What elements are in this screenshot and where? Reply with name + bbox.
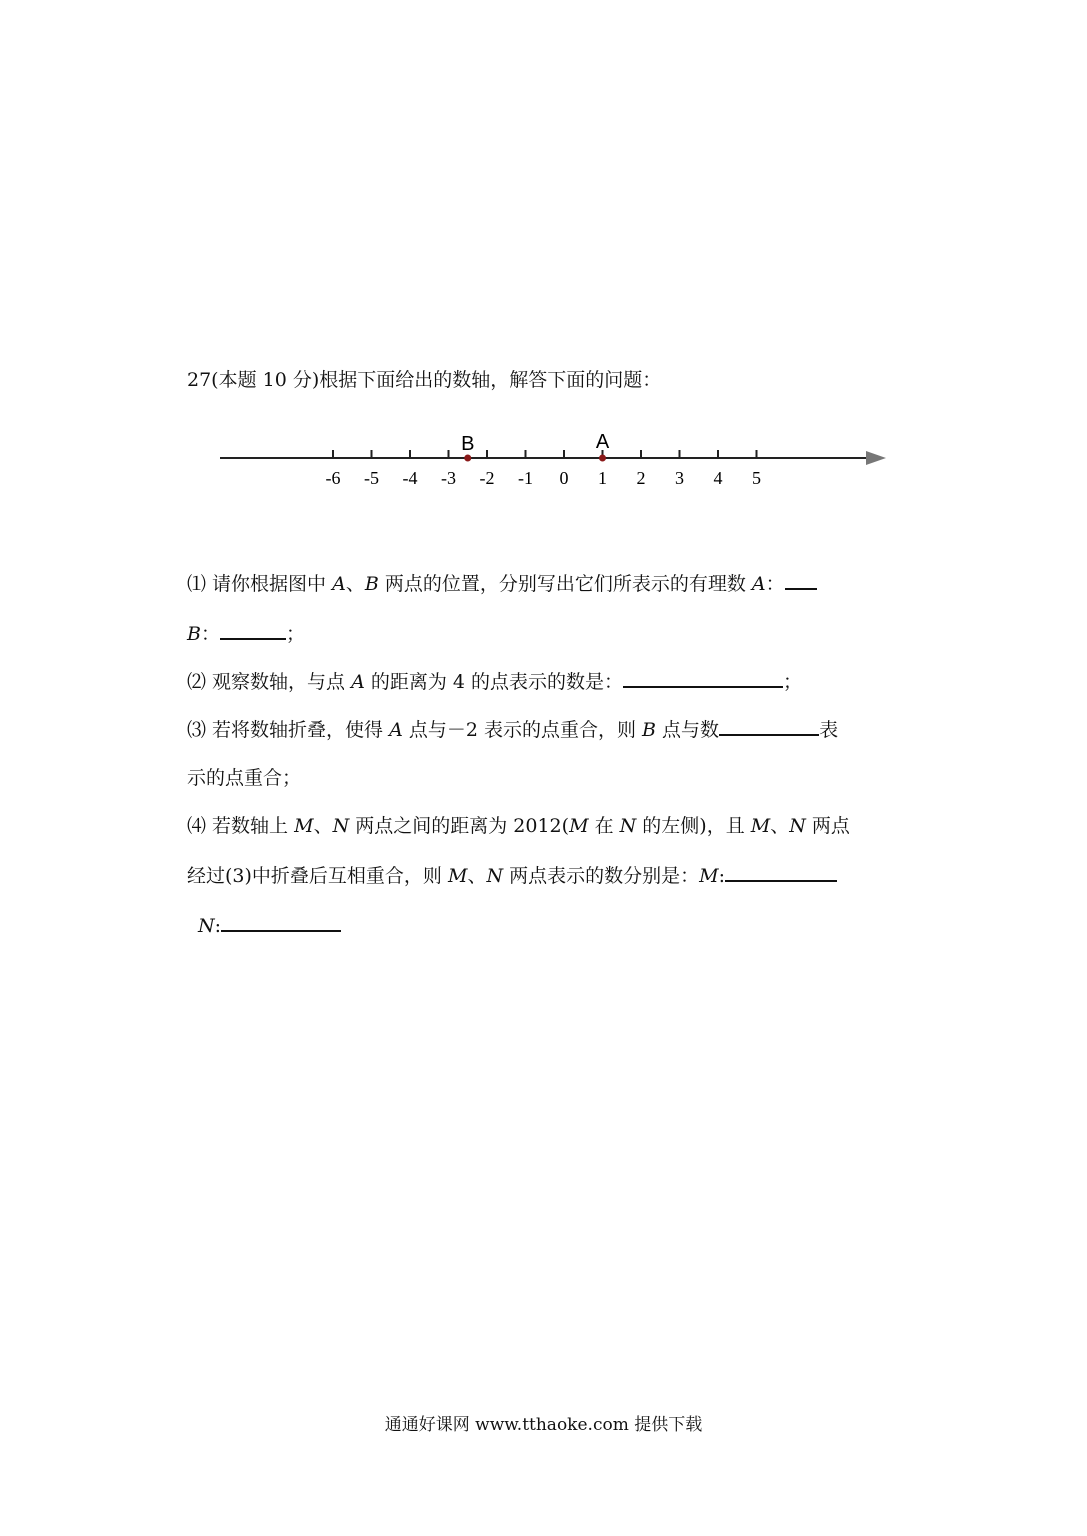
part-4-line-3: N: <box>198 912 341 938</box>
part-3-line-1: ⑶ 若将数轴折叠，使得 A 点与－2 表示的点重合，则 B 点与数 表 <box>187 716 838 742</box>
answer-blank-n[interactable] <box>221 912 341 932</box>
tick-label: -1 <box>518 468 533 488</box>
tick-label: 5 <box>752 468 761 488</box>
part-3-line-2: 示的点重合； <box>187 767 302 789</box>
tick-label: -6 <box>325 468 341 488</box>
part-4-line-1: ⑷ 若数轴上 M、N 两点之间的距离为 2012(M 在 N 的左侧)，且 M、N 两点 <box>187 815 850 837</box>
tick-label: -4 <box>402 468 418 488</box>
point-a-label: A <box>595 431 610 453</box>
point-b-dot <box>464 455 471 462</box>
answer-blank-m[interactable] <box>725 862 837 882</box>
answer-blank-distance[interactable] <box>623 668 783 688</box>
part-1-line-1: ⑴ 请你根据图中 A、B 两点的位置，分别写出它们所表示的有理数 A： <box>187 570 817 596</box>
part-4-line-2: 经过(3)中折叠后互相重合，则 M、N 两点表示的数分别是：M: <box>187 862 837 888</box>
number-line <box>210 420 900 500</box>
tick-label: 0 <box>559 468 569 488</box>
point-a-dot <box>599 455 606 462</box>
tick-label: 1 <box>598 468 607 488</box>
tick-label: -5 <box>364 468 379 488</box>
part-2: ⑵ 观察数轴，与点 A 的距离为 4 的点表示的数是： ； <box>187 668 802 694</box>
tick-label: -3 <box>441 468 456 488</box>
tick-label: 3 <box>675 468 684 488</box>
part-1-line-2: B： ； <box>187 620 305 646</box>
axis-arrow-icon <box>866 451 886 465</box>
point-b-label: B <box>461 433 475 455</box>
answer-blank-a[interactable] <box>785 570 817 590</box>
footer: 通通好课网 www.tthaoke.com 提供下载 <box>384 1415 703 1435</box>
tick-label: -2 <box>479 468 495 488</box>
question-header: 27(本题 10 分)根据下面给出的数轴，解答下面的问题： <box>187 369 662 391</box>
tick-label: 2 <box>636 468 646 488</box>
answer-blank-fold[interactable] <box>719 716 819 736</box>
answer-blank-b[interactable] <box>220 620 286 640</box>
tick-label: 4 <box>713 468 723 488</box>
